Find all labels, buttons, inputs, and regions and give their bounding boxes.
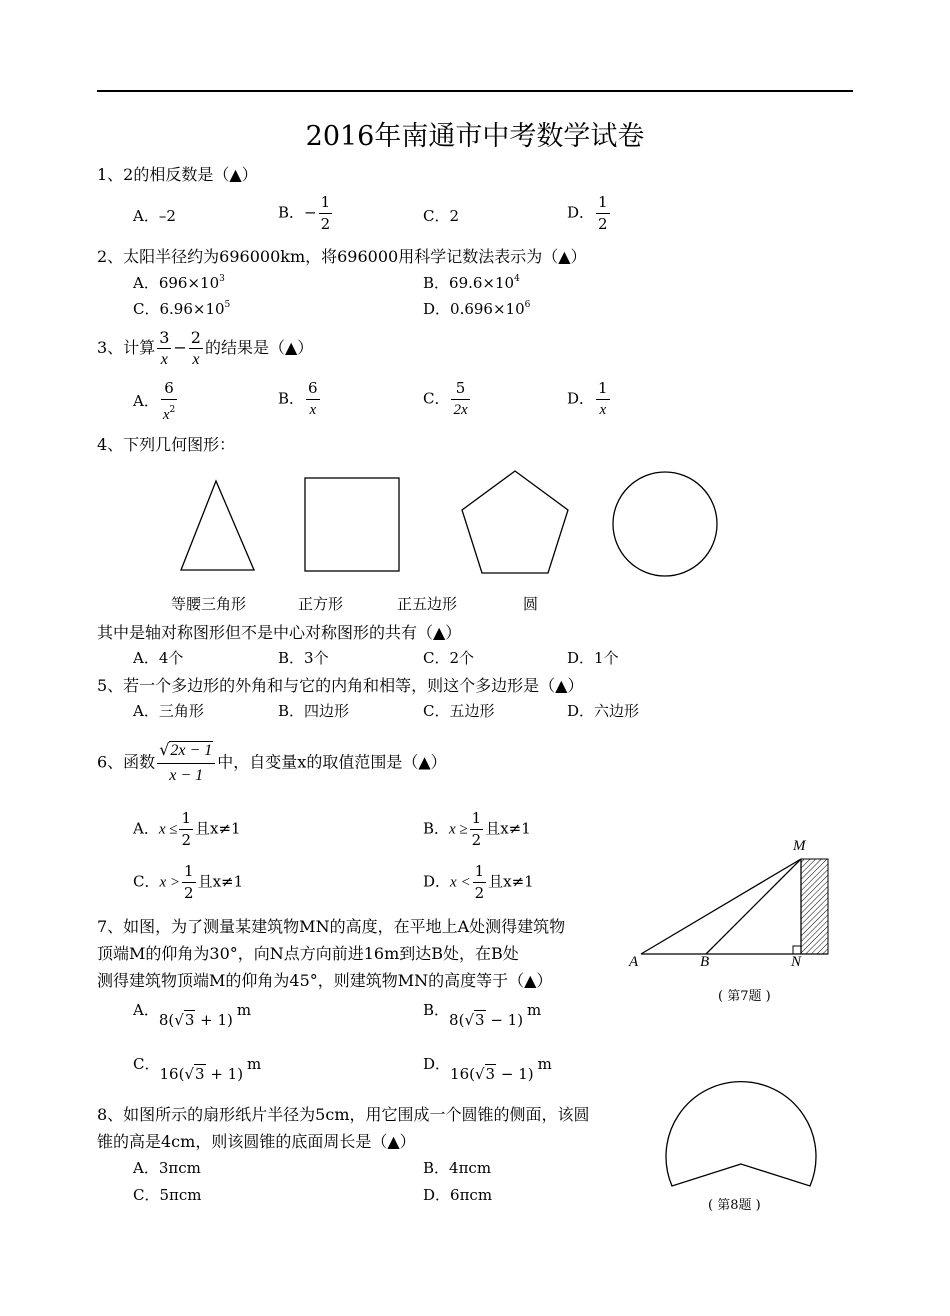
q5-option-a: A．三角形 xyxy=(133,702,204,720)
q8-option-b: B．4πcm xyxy=(423,1159,492,1177)
shape-label-triangle: 等腰三角形 xyxy=(171,595,247,613)
q7-option-d: D．16(√3 − 1)m xyxy=(423,1055,552,1083)
q4-option-c: C．2个 xyxy=(423,649,475,667)
q5-stem: 5、若一个多边形的外角和与它的内角和相等，则这个多边形是（▲） xyxy=(97,676,584,695)
shape-label-circle: 圆 xyxy=(523,595,539,613)
q1-option-d: D． $\frac{1}{2}$ xyxy=(567,193,608,233)
shape-label-square: 正方形 xyxy=(298,595,344,613)
q8-stem-line1: 8、如图所示的扇形纸片半径为5cm，用它围成一个圆锥的侧面，该圆 xyxy=(97,1105,590,1124)
q1-option-a: A．–2 xyxy=(133,207,176,225)
q7-caption: ( 第7题 ) xyxy=(718,989,771,1004)
label-M: M xyxy=(793,838,806,854)
q4-stem-2: 其中是轴对称图形但不是中心对称图形的共有（▲） xyxy=(97,623,462,642)
label-A: A xyxy=(629,954,639,970)
q5-option-c: C．五边形 xyxy=(423,702,495,720)
q2-option-b: B．$69.6\times 10^4$ xyxy=(423,274,520,292)
q1-option-b: B．− $\frac{1}{2}$ xyxy=(278,193,331,233)
q5-option-b: B．四边形 xyxy=(278,702,350,720)
q7-stem-line1: 7、如图，为了测量某建筑物MN的高度，在平地上A处测得建筑物 xyxy=(97,917,566,936)
q6-option-a: A．x ≤ $\frac{1}{2}$ 且x≠1 xyxy=(133,809,241,849)
q3-option-c: C． $\frac{5}{2x}$ xyxy=(423,379,468,418)
q3-option-b: B． $\frac{6}{x}$ xyxy=(278,379,318,418)
q4-option-b: B．3个 xyxy=(278,649,329,667)
q3-stem: 3、计算 $\frac{3}{x}$ − $\frac{2}{x}$ 的结果是（▲） xyxy=(97,328,314,368)
q4-option-d: D．1个 xyxy=(567,649,619,667)
label-B: B xyxy=(700,954,710,970)
fraction: $\frac{1}{2}$ xyxy=(320,193,331,233)
q2-option-d: D．$0.696\times 10^6$ xyxy=(423,300,531,318)
fraction: $\frac{1}{2}$ xyxy=(598,193,608,233)
label-N: N xyxy=(791,954,802,970)
function-fraction: $\frac{√2x - 1}{x - 1}$ xyxy=(157,738,215,788)
shape-label-pentagon: 正五边形 xyxy=(397,595,458,613)
q2-option-c: C．$6.96\times 10^5$ xyxy=(133,300,231,318)
q6-option-d: D．x < $\frac{1}{2}$ 且x≠1 xyxy=(423,862,534,902)
q5-option-d: D．六边形 xyxy=(567,702,640,720)
page-title: 2016年南通市中考数学试卷 xyxy=(305,121,645,152)
q7-stem-line3: 测得建筑物顶端M的仰角为45°，则建筑物MN的高度等于（▲） xyxy=(97,971,553,990)
q1-stem: 1、2的相反数是（▲） xyxy=(97,165,258,184)
q6-option-b: B．x ≥ $\frac{1}{2}$ 且x≠1 xyxy=(423,809,531,849)
q1-option-c: C．2 xyxy=(423,207,460,225)
q8-stem-line2: 锥的高是4cm，则该圆锥的底面周长是（▲） xyxy=(97,1132,416,1151)
q8-option-c: C．5πcm xyxy=(133,1186,202,1204)
q4-option-a: A．4个 xyxy=(133,649,184,667)
q7-option-c: C．16(√3 + 1)m xyxy=(133,1055,262,1083)
q8-option-a: A．3πcm xyxy=(133,1159,201,1177)
q4-stem: 4、下列几何图形： xyxy=(97,435,236,454)
q3-option-a: A． $\frac{6}{x^2}$ xyxy=(133,379,176,423)
q7-stem-line2: 顶端M的仰角为30°，向N点方向前进16m到达B处，在B处 xyxy=(97,944,519,963)
q8-option-d: D．6πcm xyxy=(423,1186,493,1204)
q8-caption: ( 第8题 ) xyxy=(708,1198,761,1213)
sector-shape xyxy=(666,1082,816,1186)
q6-option-c: C．x > $\frac{1}{2}$ 且x≠1 xyxy=(133,862,244,902)
q7-option-a: A．8(√3 + 1)m xyxy=(133,1001,252,1029)
q7-option-b: B．8(√3 − 1)m xyxy=(423,1001,542,1029)
q3-option-d: D． $\frac{1}{x}$ xyxy=(567,379,608,418)
q6-stem: 6、函数 $\frac{√2x - 1}{x - 1}$ 中，自变量x的取值范围是（▲） xyxy=(97,738,447,788)
q2-stem: 2、太阳半径约为696000km，将696000用科学记数法表示为（▲） xyxy=(97,247,587,266)
q2-option-a: A．$696\times 10^3$ xyxy=(133,274,225,292)
